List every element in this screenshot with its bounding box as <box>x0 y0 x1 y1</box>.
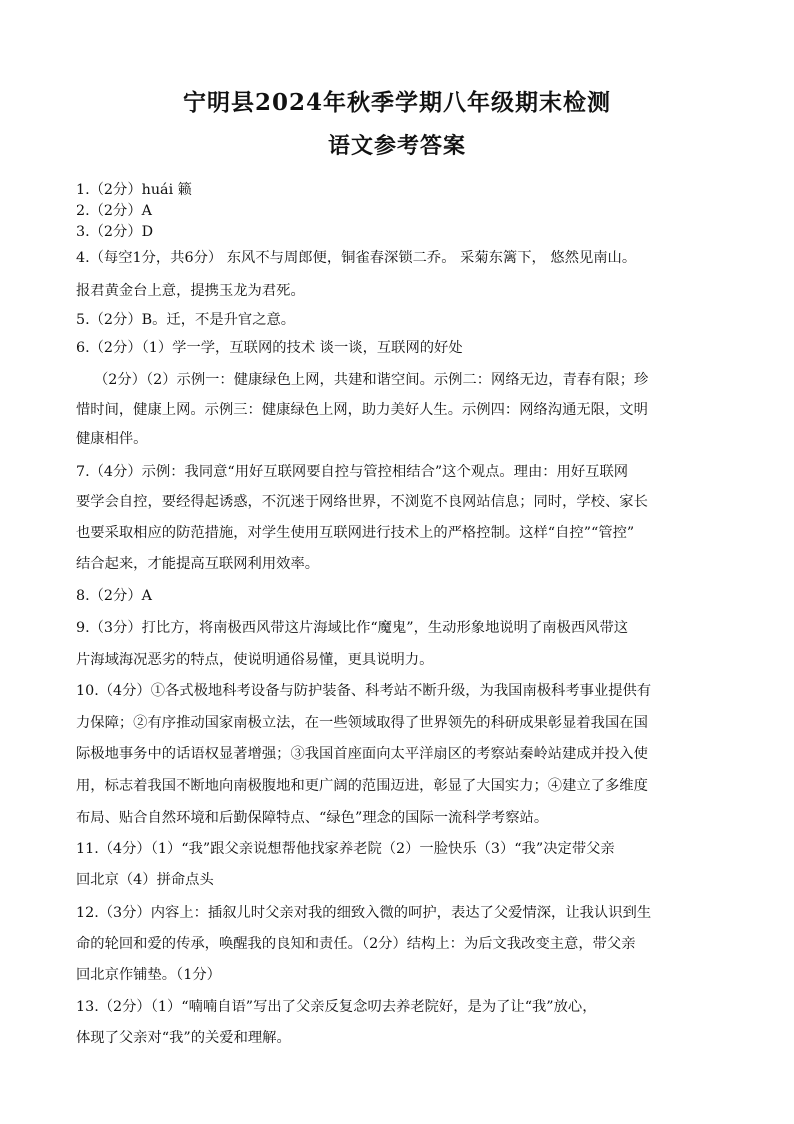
answer-line: 结合起来，才能提高互联网利用效率。 <box>76 556 320 572</box>
answer-line: 11.（4分）（1）“我”跟父亲说想帮他找家养老院（2）一脸快乐（3）“我”决定带父亲 <box>76 841 615 857</box>
page-subtitle: 语文参考答案 <box>327 133 466 159</box>
answer-line: 4.（每空1分，共6分） 东风不与周郎便，铜雀春深锁二乔。 采菊东篱下， 悠然见南山。 <box>76 250 637 266</box>
answer-line: 体现了父亲对“我”的关爱和理解。 <box>76 1030 291 1046</box>
answer-line: 9.（3分）打比方，将南极西风带这片海域比作“魔鬼”，生动形象地说明了南极西风带这 <box>76 620 629 636</box>
answer-line: 1.（2分）huái 籁 <box>76 182 192 198</box>
answer-line: 5.（2分）B。迁，不是升官之意。 <box>76 312 296 328</box>
answer-line: 7.（4分）示例：我同意“用好互联网要自控与管控相结合”这个观点。理由：用好互联网 <box>76 464 629 480</box>
answer-line: 健康相伴。 <box>76 431 148 447</box>
answer-line: 布局、贴合自然环境和后勤保障特点、“绿色”理念的国际一流科学考察站。 <box>76 810 549 826</box>
answer-line: 命的轮回和爱的传承，唤醒我的良知和责任。（2分）结构上：为后文我改变主意，带父亲 <box>76 936 636 952</box>
answer-line: 3.（2分）D <box>76 224 154 240</box>
answer-line: 8.（2分）A <box>76 588 152 604</box>
answer-line: 回北京（4）拼命点头 <box>76 872 214 888</box>
answer-line: 际极地事务中的话语权显著增强；③我国首座面向太平洋扇区的考察站秦岭站建成并投入使 <box>76 746 648 762</box>
answer-line: 12.（3分）内容上：插叙儿时父亲对我的细致入微的呵护，表达了父爱情深，让我认识到生 <box>76 905 652 921</box>
answer-line: 2.（2分）A <box>76 203 152 219</box>
page-title: 宁明县2024年秋季学期八年级期末检测 <box>182 89 611 116</box>
answer-line: 要学会自控，要经得起诱惑，不沉迷于网络世界，不浏览不良网站信息；同时，学校、家长 <box>76 494 648 510</box>
answer-line: 13.（2分）（1）“喃喃自语”写出了父亲反复念叨去养老院好，是为了让“我”放心， <box>76 999 597 1015</box>
answer-line: 力保障；②有序推动国家南极立法，在一些领域取得了世界领先的科研成果彰显着我国在国 <box>76 715 648 731</box>
answer-line: 惜时间，健康上网。示例三：健康绿色上网，助力美好人生。示例四：网络沟通无限，文明 <box>76 402 648 418</box>
answer-line: （2分）（2）示例一：健康绿色上网，共建和谐空间。示例二：网络无边，青春有限；珍 <box>94 372 649 388</box>
answer-line: 回北京作铺垫。（1分） <box>76 967 221 983</box>
answer-line: 片海域海况恶劣的特点，使说明通俗易懂，更具说明力。 <box>76 652 434 668</box>
answer-line: 用，标志着我国不断地向南极腹地和更广阔的范围迈进，彰显了大国实力；④建立了多维度 <box>76 778 648 794</box>
answer-line: 10.（4分）①各式极地科考设备与防护装备、科考站不断升级，为我国南极科考事业提供有 <box>76 683 652 699</box>
answer-line: 也要采取相应的防范措施，对学生使用互联网进行技术上的严格控制。这样“自控”“管控” <box>76 525 635 541</box>
answer-line: 报君黄金台上意，提携玉龙为君死。 <box>76 283 305 299</box>
answer-line: 6.（2分）（1）学一学，互联网的技术 谈一谈，互联网的好处 <box>76 340 463 356</box>
